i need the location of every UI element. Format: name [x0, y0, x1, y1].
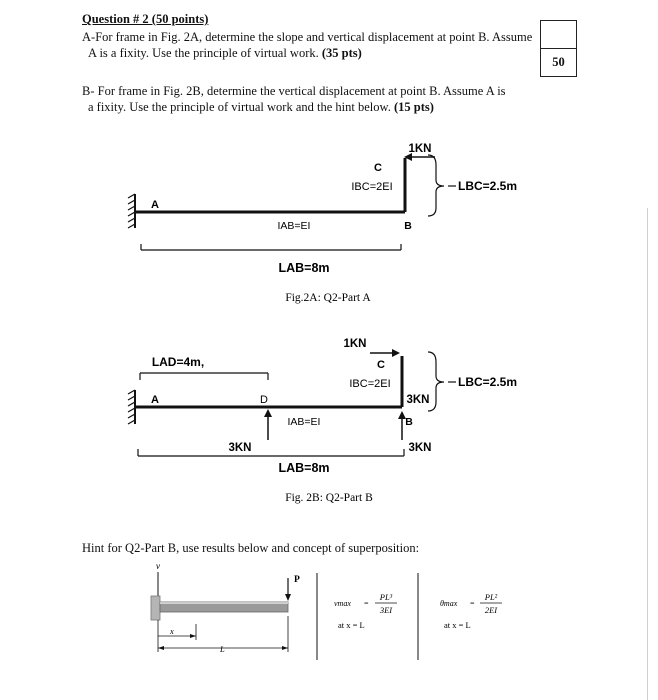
hint-v-label: v	[155, 562, 161, 572]
fig-a-lab: LAB=8m	[278, 261, 330, 275]
hint-theta-at: at x = L	[444, 620, 471, 630]
fig-a-iab: IAB=EI	[277, 220, 311, 232]
fig-b-caption: Fig. 2B: Q2-Part B	[285, 492, 373, 504]
fig-b-load-label: 1KN	[343, 338, 367, 350]
svg-text:=: =	[470, 599, 475, 608]
part-b-points: (15 pts)	[393, 99, 434, 114]
part-b-line2: a fixity. Use the principle of virtual work and the hint below.	[88, 99, 391, 114]
hint-theta-denominator: 2EI	[484, 605, 498, 615]
fig-b-lab: LAB=8m	[278, 461, 330, 475]
part-a-line2: A is a fixity. Use the principle of virtual work.	[88, 45, 319, 60]
fig-b-label-b: B	[405, 416, 413, 428]
fig-a-label-c: C	[374, 162, 382, 174]
hint-x-label: x	[170, 626, 174, 636]
fig-b-label-c: C	[377, 359, 385, 371]
hint-vmax-denominator: 3EI	[379, 605, 393, 615]
hint-p-label: P	[294, 575, 300, 585]
fig-b-lad: LAD=4m,	[151, 355, 205, 369]
fig-a-load-label: 1KN	[408, 143, 432, 155]
fig-b-force-b-bottom: 3KN	[408, 442, 432, 454]
fig-b-iab: IAB=EI	[287, 416, 321, 428]
fig-b-ibc: IBC=2EI	[349, 378, 391, 390]
fig-a-caption: Fig.2A: Q2-Part A	[285, 292, 371, 304]
part-a-points: (35 pts)	[321, 45, 362, 60]
question-title: Question # 2 (50 points)	[82, 12, 209, 26]
fig-b-force-d: 3KN	[228, 442, 252, 454]
part-b-line1: B- For frame in Fig. 2B, determine the vertical displacement at point B. Assume A is	[82, 84, 506, 98]
hint-wall	[151, 596, 160, 620]
hint-vmax-at: at x = L	[338, 620, 365, 630]
fig-a-label-a: A	[151, 199, 159, 211]
hint-l-label: L	[220, 644, 225, 654]
hint-load-p-arrowhead	[285, 594, 291, 601]
hint-theta-lhs: θmax	[440, 599, 458, 608]
fig-a-ibc: IBC=2EI	[351, 181, 393, 193]
hint-vmax-lhs: vmax	[334, 599, 351, 608]
fig-b-label-d: D	[260, 394, 268, 406]
fig-a-label-b: B	[404, 220, 412, 232]
hint-vmax-numerator: PL³	[379, 592, 393, 602]
fig-b-force-b-top: 3KN	[406, 394, 430, 406]
hint-text: Hint for Q2-Part B, use results below and concept of superposition:	[82, 541, 420, 555]
fig-a-lbc: LBC=2.5m	[458, 179, 518, 193]
fig-b-lbc: LBC=2.5m	[458, 375, 518, 389]
score-value: 50	[552, 55, 565, 69]
part-a-line1: A-For frame in Fig. 2A, determine the slope and vertical displacement at point B. Assume	[82, 30, 533, 44]
fig-b-label-a: A	[151, 394, 159, 406]
svg-text:=: =	[364, 599, 369, 608]
hint-theta-numerator: PL²	[484, 592, 498, 602]
